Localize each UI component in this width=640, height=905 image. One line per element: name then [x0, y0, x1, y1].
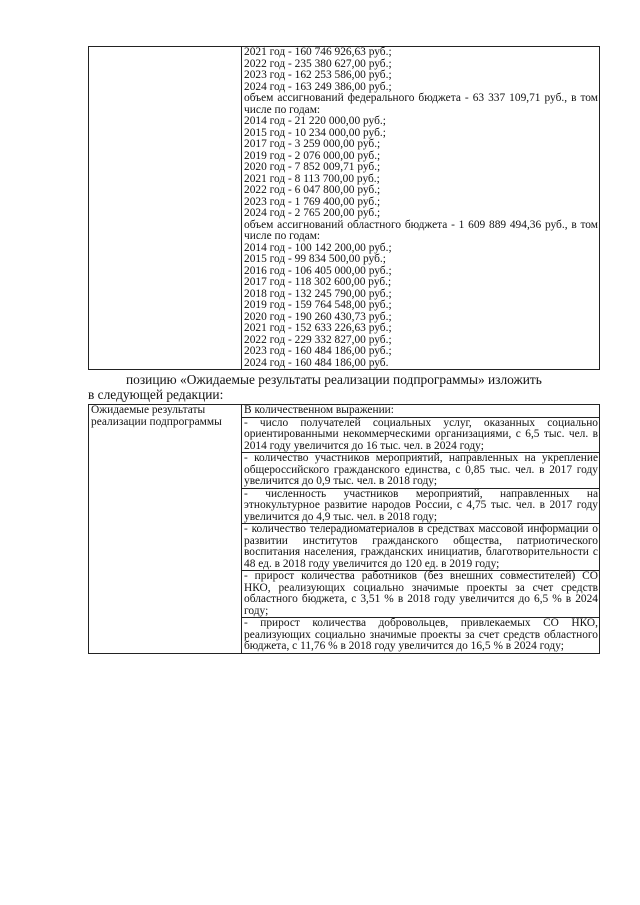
- amendment-paragraph: [88, 372, 600, 402]
- paragraph-line-1: позицию «Ожидаемые результаты реализации подпрограммы» изложить: [126, 372, 542, 387]
- regional-line: 2022 год - 229 332 827,00 руб.;: [244, 333, 392, 346]
- regional-line: 2024 год - 160 484 186,00 руб.: [244, 356, 389, 369]
- result-item: - количество телерадиоматериалов в средствах массовой информации о развитии институтов гражданского общества, патриотического воспитания населения, гражданских инициатив, благотворительности с 48 ед. в 2018 году увеличится до 120 ед. в 2019 году;: [244, 523, 598, 570]
- paragraph-line-2: в следующей редакции:: [88, 387, 224, 402]
- result-item: - прирост количества добровольцев, привлекаемых СО НКО, реализующих социально значимые проекты за счет средств областного бюджета, с 11,76 % в 2018 году увеличится до 16,5 % в 2024 году;: [244, 617, 598, 652]
- regional-line: 2016 год - 106 405 000,00 руб.;: [244, 264, 392, 277]
- results-label: Ожидаемые результаты реализации подпрограммы: [91, 404, 222, 428]
- regional-line: 2018 год - 132 245 790,00 руб.;: [244, 287, 392, 300]
- funding-line: 2022 год - 235 380 627,00 руб.;: [244, 57, 392, 70]
- federal-heading: объем ассигнований федерального бюджета - 63 337 109,71 руб., в том числе по годам:: [244, 92, 598, 116]
- funding-right-cell: [242, 47, 600, 370]
- funding-line: 2024 год - 163 249 386,00 руб.;: [244, 80, 392, 93]
- funding-line: 2023 год - 162 253 586,00 руб.;: [244, 69, 392, 81]
- regional-line: 2020 год - 190 260 430,73 руб.;: [244, 310, 392, 323]
- funding-table: [88, 46, 600, 370]
- results-content-cell: [242, 405, 600, 654]
- regional-line: 2015 год - 99 834 500,00 руб.;: [244, 253, 386, 265]
- results-label-cell: [89, 405, 242, 654]
- regional-heading: объем ассигнований областного бюджета - 1 609 889 494,36 руб., в том числе по годам:: [244, 218, 598, 242]
- federal-line: 2014 год - 21 220 000,00 руб.;: [244, 115, 386, 127]
- regional-line: 2014 год - 100 142 200,00 руб.;: [244, 241, 392, 254]
- results-row: [89, 405, 600, 654]
- regional-line: 2021 год - 152 633 226,63 руб.;: [244, 322, 392, 334]
- result-item: - количество участников мероприятий, направленных на укрепление общероссийского гражданского единства, с 0,85 тыс. чел. в 2017 году увеличится до 0,9 тыс. чел. в 2018 году;: [244, 452, 598, 487]
- federal-line: 2022 год - 6 047 800,00 руб.;: [244, 184, 381, 196]
- funding-line: 2021 год - 160 746 926,63 руб.;: [244, 46, 392, 58]
- document-page: [88, 46, 600, 654]
- result-item: - число получателей социальных услуг, оказанных социально ориентированными некоммерческими организациями, с 6,5 тыс. чел. в 2014 году увеличится до 16 тыс. чел. в 2024 году;: [244, 416, 598, 452]
- result-item: - численность участников мероприятий, направленных на этнокультурное развитие народов России, с 4,75 тыс. чел. в 2017 году увеличится до 4,9 тыс. чел. в 2018 году;: [244, 487, 598, 523]
- federal-line: 2021 год - 8 113 700,00 руб.;: [244, 172, 380, 185]
- regional-line: 2019 год - 159 764 548,00 руб.;: [244, 299, 392, 311]
- federal-line: 2020 год - 7 852 009,71 руб.;: [244, 161, 381, 173]
- federal-line: 2023 год - 1 769 400,00 руб.;: [244, 195, 381, 208]
- federal-line: 2017 год - 3 259 000,00 руб.;: [244, 138, 381, 150]
- federal-line: 2019 год - 2 076 000,00 руб.;: [244, 149, 381, 162]
- results-intro: В количественном выражении:: [244, 404, 394, 416]
- funding-row: [89, 47, 600, 370]
- regional-line: 2017 год - 118 302 600,00 руб.;: [244, 276, 392, 288]
- federal-line: 2015 год - 10 234 000,00 руб.;: [244, 126, 386, 139]
- funding-left-cell: [89, 47, 242, 370]
- regional-line: 2023 год - 160 484 186,00 руб.;: [244, 345, 392, 357]
- result-item: - прирост количества работников (без внешних совместителей) СО НКО, реализующих социально значимые проекты за счет средств областного бюджета, с 3,51 % в 2018 году увеличится до 6,5 % в 2024 году;: [244, 570, 598, 617]
- results-table: [88, 404, 600, 654]
- federal-line: 2024 год - 2 765 200,00 руб.;: [244, 207, 381, 219]
